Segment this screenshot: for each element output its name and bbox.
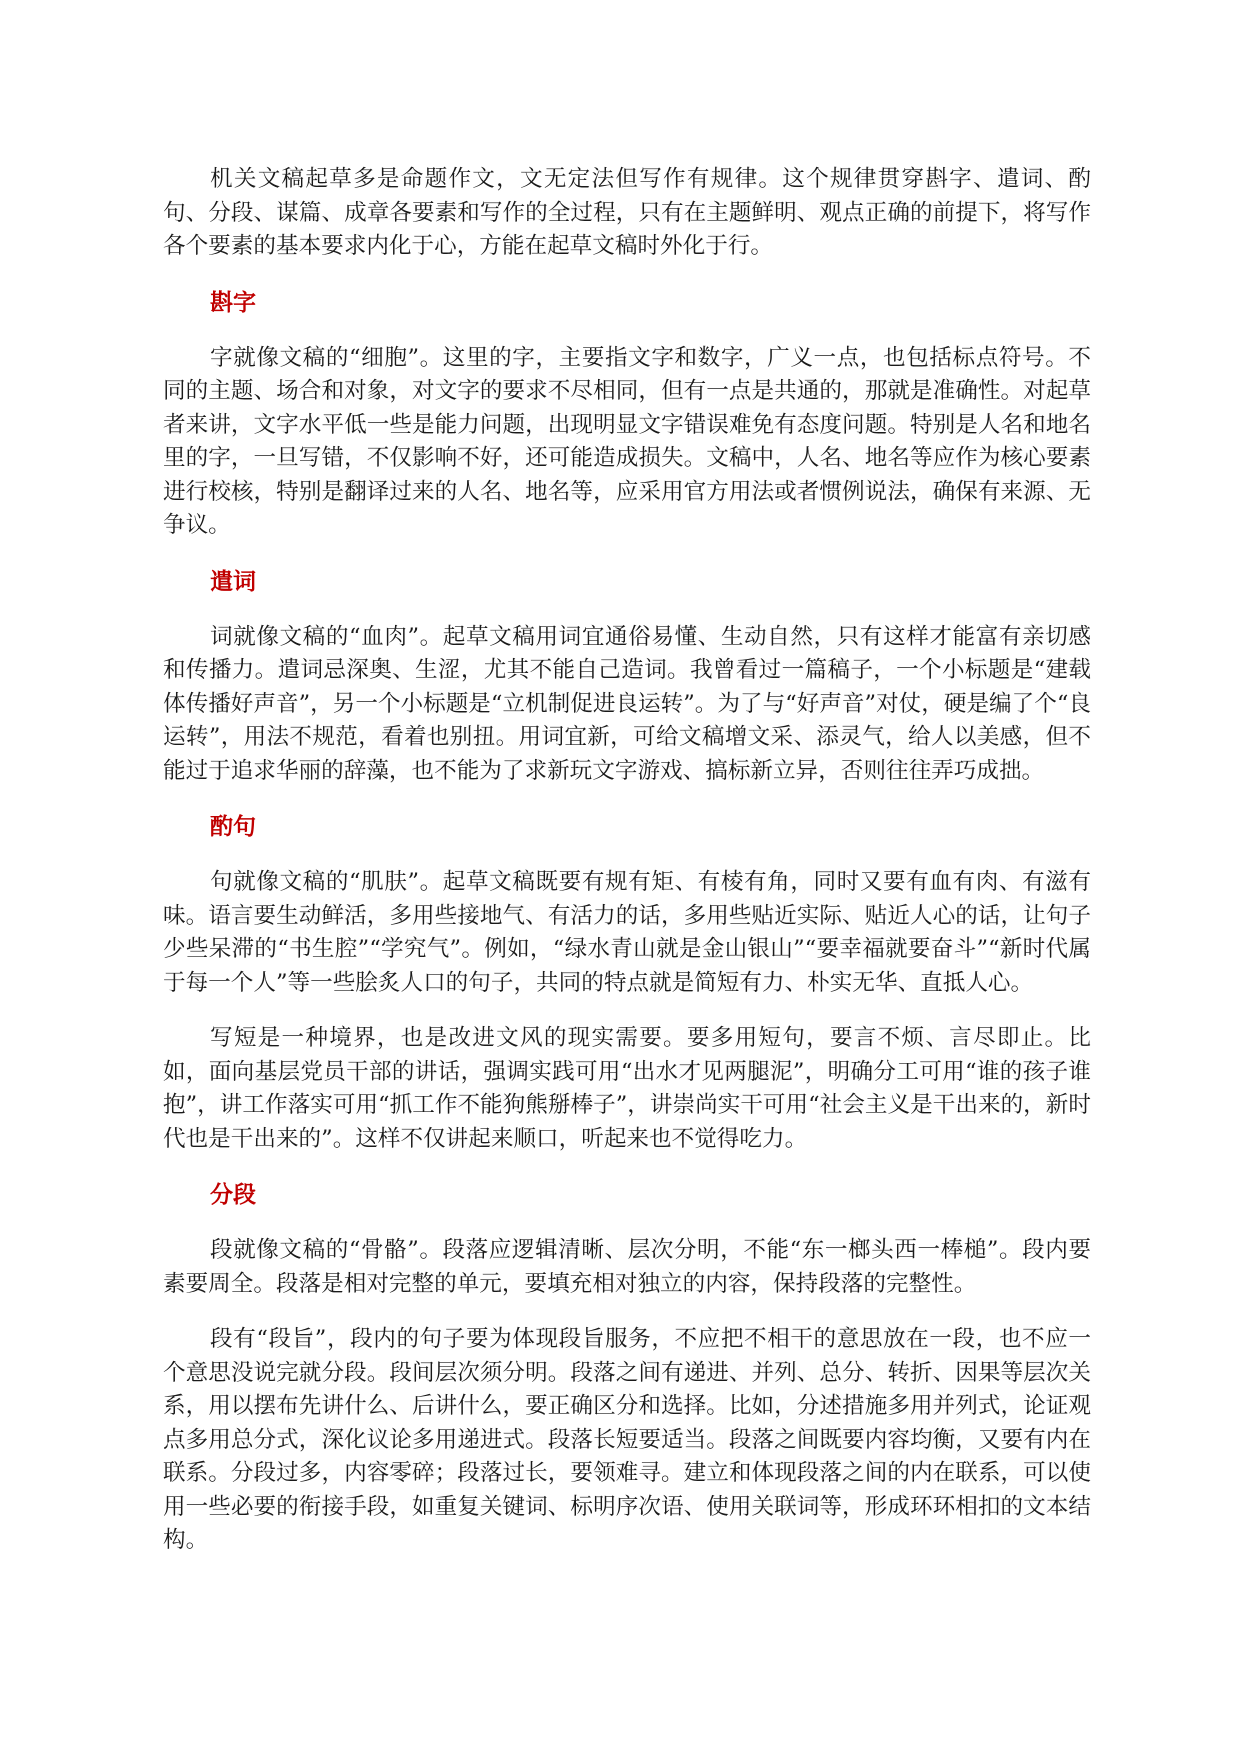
intro-paragraph: 机关文稿起草多是命题作文，文无定法但写作有规律。这个规律贯穿斟字、遣词、酌句、分段、谋篇、成章各要素和写作的全过程，只有在主题鲜明、观点正确的前提下，将写作各个要素的基本要求内化于心，方能在起草文稿时外化于行。 xyxy=(163,166,1091,259)
section-paragraph: 段就像文稿的“骨骼”。段落应逻辑清晰、层次分明，不能“东一榔头西一棒槌”。段内要素要周全。段落是相对完整的单元，要填充相对独立的内容，保持段落的完整性。 xyxy=(163,1237,1091,1297)
section-heading: 分段 xyxy=(210,1182,256,1208)
section-fenduan xyxy=(163,1178,1091,1558)
section-paragraph: 写短是一种境界，也是改进文风的现实需要。要多用短句，要言不烦、言尽即止。比如，面向基层党员干部的讲话，强调实践可用“出水才见两腿泥”，明确分工可用“谁的孩子谁抱”，讲工作落实可用“抓工作不能狗熊掰棒子”，讲崇尚实干可用“社会主义是干出来的，新时代也是干出来的”。这样不仅讲起来顺口，听起来也不觉得吃力。 xyxy=(163,1025,1091,1152)
section-paragraph: 字就像文稿的“细胞”。这里的字，主要指文字和数字，广义一点，也包括标点符号。不同的主题、场合和对象，对文字的要求不尽相同，但有一点是共通的，那就是准确性。对起草者来讲，文字水平低一些是能力问题，出现明显文字错误难免有态度问题。特别是人名和地名里的字，一旦写错，不仅影响不好，还可能造成损失。文稿中，人名、地名等应作为核心要素进行校核，特别是翻译过来的人名、地名等，应采用官方用法或者惯例说法，确保有来源、无争议。 xyxy=(163,344,1091,538)
document-body xyxy=(163,163,1091,1580)
section-heading: 斟字 xyxy=(210,289,256,316)
section-zhenzi xyxy=(163,286,1091,543)
section-heading: 遣词 xyxy=(210,568,256,595)
section-qianci xyxy=(163,565,1091,789)
section-paragraph: 段有“段旨”，段内的句子要为体现段旨服务，不应把不相干的意思放在一段，也不应一个意思没说完就分段。段间层次须分明。段落之间有递进、并列、总分、转折、因果等层次关系，用以摆布先讲什么、后讲什么，要正确区分和选择。比如，分述措施多用并列式，论证观点多用总分式，深化议论多用递进式。段落长短要适当。段落之间既要内容均衡，又要有内在联系。分段过多，内容零碎；段落过长，要领难寻。建立和体现段落之间的内在联系，可以使用一些必要的衔接手段，如重复关键词、标明序次语、使用关联词等，形成环环相扣的文本结构。 xyxy=(163,1326,1091,1553)
section-heading: 酌句 xyxy=(210,814,256,840)
section-paragraph: 句就像文稿的“肌肤”。起草文稿既要有规有矩、有棱有角，同时又要有血有肉、有滋有味。语言要生动鲜活，多用些接地气、有活力的话，多用些贴近实际、贴近人心的话，让句子少些呆滞的“书生腔”“学究气”。例如，“绿水青山就是金山银山”“要幸福就要奋斗”“新时代属于每一个人”等一些脍炙人口的句子，共同的特点就是简短有力、朴实无华、直抵人心。 xyxy=(163,869,1091,996)
section-paragraph: 词就像文稿的“血肉”。起草文稿用词宜通俗易懂、生动自然，只有这样才能富有亲切感和传播力。遣词忌深奥、生涩，尤其不能自己造词。我曾看过一篇稿子，一个小标题是“建载体传播好声音”，另一个小标题是“立机制促进良运转”。为了与“好声音”对仗，硬是编了个“良运转”，用法不规范，看着也别扭。用词宜新，可给文稿增文采、添灵气，给人以美感，但不能过于追求华丽的辞藻，也不能为了求新玩文字游戏、搞标新立异，否则往往弄巧成拙。 xyxy=(163,623,1091,784)
section-zhuoju xyxy=(163,810,1091,1156)
